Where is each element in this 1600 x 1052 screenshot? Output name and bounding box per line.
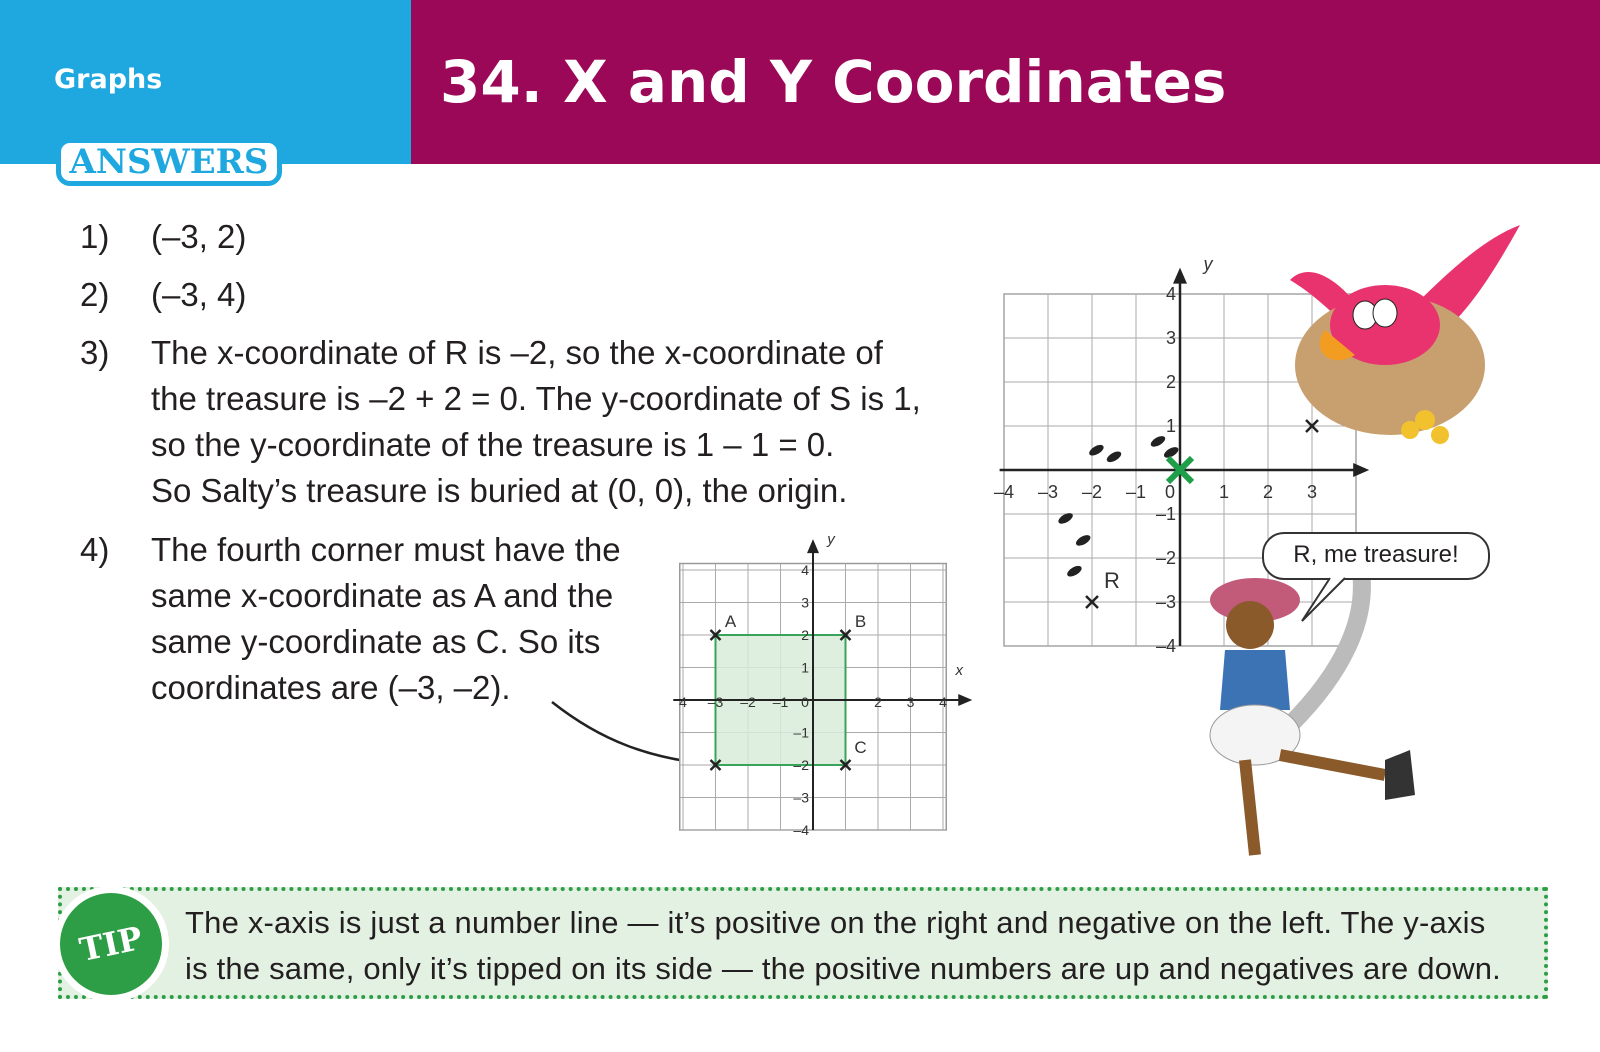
x-tick-label: 1 [1218, 482, 1230, 502]
y-tick-label: 3 [801, 594, 809, 611]
y-axis-label: y [827, 531, 835, 548]
answers-badge: ANSWERS [56, 138, 282, 186]
answer-3-line-1: The x-coordinate of R is –2, so the x-coordinate of [151, 334, 883, 371]
answer-3-number: 3) [80, 334, 110, 371]
x-tick-label: –4 [993, 482, 1015, 502]
x-tick-label: –2 [1081, 482, 1103, 502]
y-tick-label: –1 [1155, 504, 1176, 524]
x-tick-label: 4 [939, 694, 947, 710]
y-tick-label: –2 [1155, 548, 1176, 568]
x-tick-label: 3 [906, 694, 915, 710]
speech-bubble-tail [1300, 576, 1360, 626]
answer-4-number: 4) [80, 531, 110, 568]
answer-3-line-2: the treasure is –2 + 2 = 0. The y-coordinate of S is 1, [151, 380, 921, 417]
answer-4-line-2: same x-coordinate as A and the [151, 577, 614, 614]
y-tick-label: –1 [793, 724, 809, 741]
answer-1-text: (–3, 2) [151, 218, 247, 255]
parrot-illustration [1290, 220, 1520, 500]
point-label-b: B [854, 612, 867, 631]
x-tick-label: –3 [1037, 482, 1059, 502]
answer-2-number: 2) [80, 276, 110, 313]
x-tick-label: 0 [801, 694, 809, 710]
answer-1-number: 1) [80, 218, 110, 255]
x-axis-arrowhead [958, 694, 972, 706]
y-tick-label: 3 [1165, 328, 1176, 348]
y-tick-label: 2 [1165, 372, 1176, 392]
x-tick-label: –2 [740, 694, 756, 710]
tip-line-1: The x-axis is just a number line — it’s positive on the right and negative on the left. The y-axis [185, 905, 1486, 940]
y-tick-label: –2 [793, 757, 809, 773]
answer-4-line-3: same y-coordinate as C. So its [151, 623, 601, 660]
answer-3-line-3: so the y-coordinate of the treasure is 1 – 1 = 0. [151, 426, 835, 463]
y-tick-label: 2 [801, 627, 809, 643]
answer-3-line-4: So Salty’s treasure is buried at (0, 0), the origin. [151, 472, 848, 509]
x-tick-label: 3 [1306, 482, 1318, 502]
x-tick-label: –1 [1125, 482, 1147, 502]
x-axis-label: x [955, 662, 963, 679]
y-axis-arrowhead [807, 539, 819, 553]
y-tick-label: –3 [793, 789, 809, 806]
answer-4-line-1: The fourth corner must have the [151, 531, 621, 568]
x-tick-label: 4 [679, 694, 687, 710]
tip-line-2: is the same, only it’s tipped on its side — the positive numbers are up and negatives are down. [185, 951, 1501, 986]
page-title: 34. X and Y Coordinates [440, 48, 1227, 116]
answer-2-text: (–3, 4) [151, 276, 247, 313]
speech-bubble-text: R, me treasure! [1293, 541, 1459, 568]
x-tick-label: –3 [707, 694, 724, 710]
point-label-r: R [1104, 568, 1120, 593]
y-tick-label: –4 [1155, 636, 1176, 656]
y-axis-label: y [1203, 253, 1213, 274]
y-tick-label: –3 [1155, 592, 1176, 612]
x-tick-label: –1 [772, 694, 789, 710]
tip-badge-label: TIP [76, 918, 146, 970]
y-tick-label: 4 [1165, 284, 1176, 304]
y-tick-label: –4 [793, 822, 809, 838]
y-tick-label: 4 [801, 562, 809, 578]
y-axis-arrowhead [1173, 268, 1187, 284]
tip-text [185, 900, 1535, 992]
point-label-c: C [854, 738, 867, 757]
small-coordinate-graph [679, 531, 990, 840]
answer-4-line-4: coordinates are (–3, –2). [151, 669, 511, 706]
x-tick-label: 2 [874, 694, 882, 710]
y-tick-label: 1 [1165, 416, 1176, 436]
x-tick-label: 0 [1164, 482, 1176, 502]
y-tick-label: 1 [801, 659, 809, 676]
x-tick-label: 2 [1262, 482, 1274, 502]
section-label: Graphs [54, 64, 163, 95]
point-label-a: A [724, 612, 737, 631]
